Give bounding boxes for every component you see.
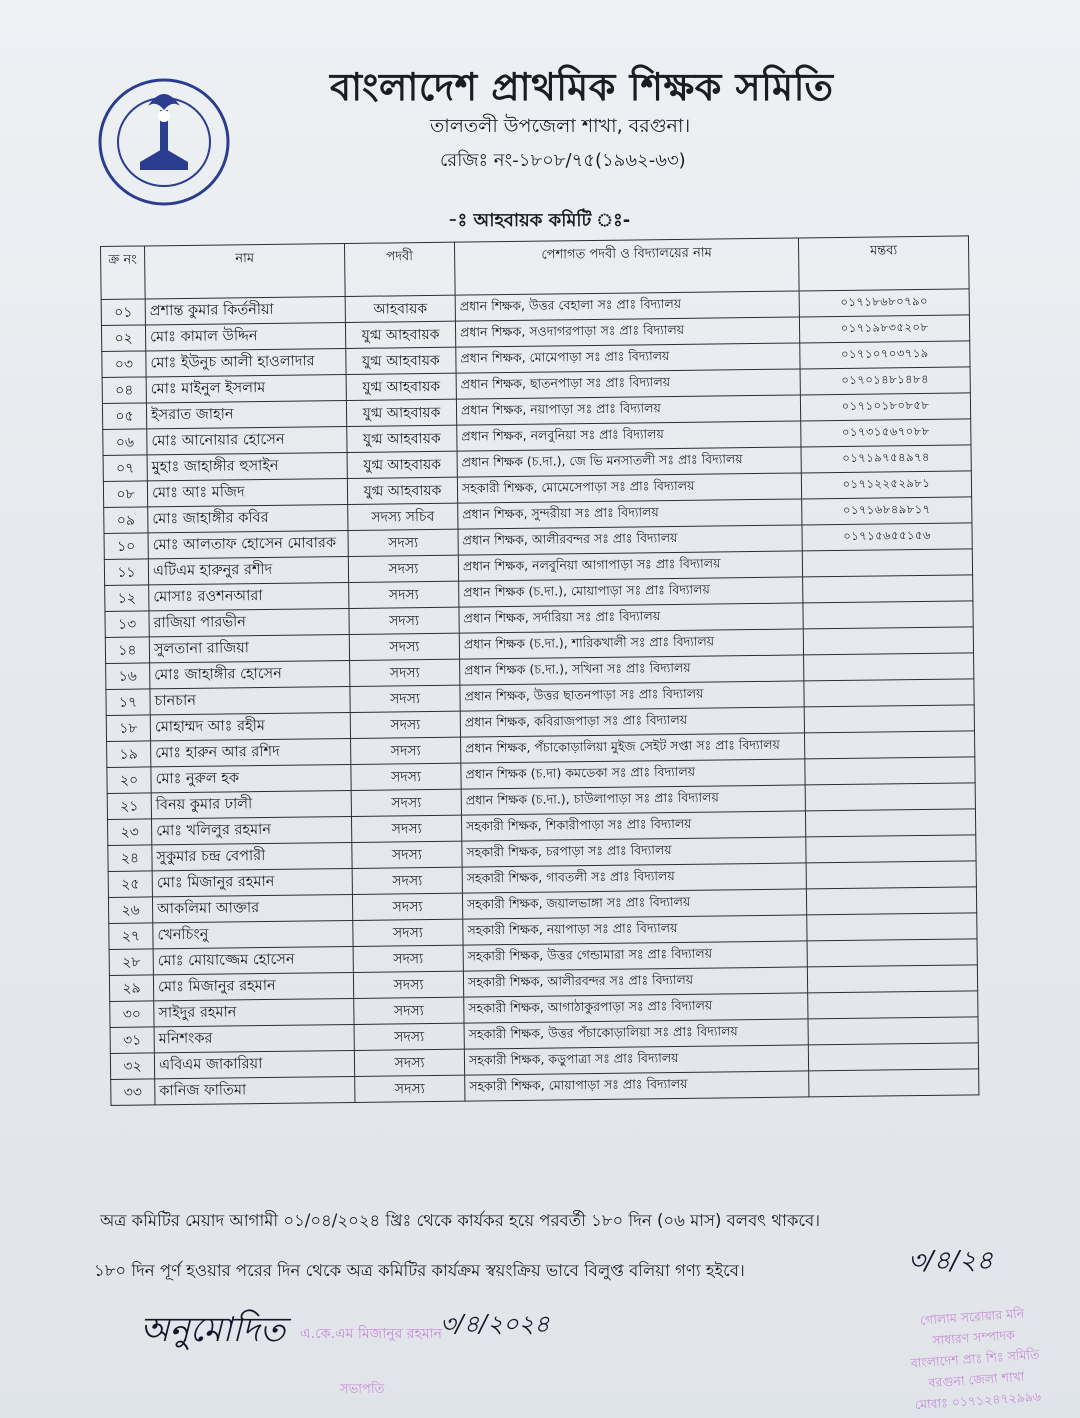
post-cell: সদস্য	[352, 841, 462, 868]
post-cell: সদস্য	[351, 789, 461, 816]
secretary-stamp	[877, 1300, 1074, 1418]
post-cell: সদস্য	[353, 945, 463, 972]
serial-cell: ২১	[107, 793, 151, 820]
header-post: পদবী	[344, 242, 455, 296]
post-cell: সদস্য	[355, 1075, 465, 1102]
serial-cell: ২৬	[108, 897, 152, 924]
post-cell: যুগ্ম আহবায়ক	[346, 347, 456, 374]
phone-cell: ০১৭০১৪৮১৪৮৪	[800, 367, 970, 395]
profession-cell: প্রধান শিক্ষক, কবিরাজপাড়া সঃ প্রাঃ বিদ্যালয়	[460, 707, 804, 737]
phone-cell	[802, 549, 972, 577]
profession-cell: প্রধান শিক্ষক (চ.দা.), মোয়াপাড়া সঃ প্রাঃ বিদ্যালয়	[459, 577, 803, 607]
profession-cell: সহকারী শিক্ষক, চরপাড়া সঃ প্রাঃ বিদ্যালয়	[462, 837, 806, 867]
serial-cell: ১৯	[107, 741, 151, 768]
phone-cell: ০১৭১০১৮০৮৫৮	[800, 393, 970, 421]
phone-cell	[804, 653, 974, 681]
post-cell: সদস্য	[348, 555, 458, 582]
association-seal-icon	[96, 76, 232, 208]
post-cell: যুগ্ম আহবায়ক	[347, 425, 457, 452]
header-profession: পেশাগত পদবী ও বিদ্যালয়ের নাম	[454, 238, 799, 295]
president-stamp-name: এ.কে.এম মিজানুর রহমান	[300, 1326, 443, 1342]
secretary-stamp-line: সাধারণ সম্পাদক	[931, 1327, 1016, 1348]
approved-handwriting: অনুমোদিত	[140, 1310, 286, 1350]
phone-cell	[805, 783, 975, 811]
profession-cell: প্রধান শিক্ষক (চ.দা.), শারিকখালী সঃ প্রাঃ বিদ্যালয়	[459, 629, 803, 659]
name-cell: মোঃ ইউনুচ আলী হাওলাদার	[146, 349, 346, 377]
name-cell: চানচান	[150, 686, 350, 714]
post-cell: সদস্য	[350, 659, 460, 686]
name-cell: মোঃ মোয়াজ্জেম হোসেন	[153, 946, 353, 974]
profession-cell: প্রধান শিক্ষক, আলীরবন্দর সঃ প্রাঃ বিদ্যালয়	[458, 525, 802, 555]
name-cell: মোঃ আনোয়ার হোসেন	[147, 426, 347, 454]
phone-cell	[807, 965, 977, 993]
header-note: মন্তব্য	[798, 236, 969, 291]
post-cell: সদস্য	[349, 633, 459, 660]
serial-cell: ০৬	[103, 429, 147, 456]
post-cell: সদস্য	[351, 737, 461, 764]
profession-cell: সহকারী শিক্ষক, মোয়াপাড়া সঃ প্রাঃ বিদ্যালয়	[465, 1071, 809, 1101]
phone-cell: ০১৭১৯৮৩৫২০৮	[799, 315, 969, 343]
profession-cell: সহকারী শিক্ষক, মোমেসেপাড়া সঃ প্রাঃ বিদ্যালয়	[457, 473, 801, 503]
serial-cell: ১৭	[106, 689, 150, 716]
profession-cell: সহকারী শিক্ষক, কড়ুপাত্রা সঃ প্রাঃ বিদ্যালয়	[464, 1045, 808, 1075]
phone-cell	[808, 1043, 978, 1071]
serial-cell: ৩২	[110, 1053, 154, 1080]
serial-cell: ১৬	[106, 663, 150, 690]
serial-cell: ২৯	[109, 975, 153, 1002]
profession-cell: প্রধান শিক্ষক (চ.দা) কমডেকা সঃ প্রাঃ বিদ্যালয়	[461, 759, 805, 789]
phone-cell	[809, 1069, 979, 1097]
phone-cell	[803, 601, 973, 629]
name-cell: ইসরাত জাহান	[146, 401, 346, 429]
table-body	[101, 289, 979, 1106]
name-cell: এবিএম জাকারিয়া	[154, 1050, 354, 1078]
post-cell: যুগ্ম আহবায়ক	[347, 477, 457, 504]
name-cell: মোঃ নুরুল হক	[151, 764, 351, 792]
profession-cell: প্রধান শিক্ষক, মোমেপাড়া সঃ প্রাঃ বিদ্যালয়	[456, 343, 800, 373]
name-cell: প্রশান্ত কুমার কির্তনীয়া	[145, 297, 345, 325]
serial-cell: ০৮	[103, 481, 147, 508]
serial-cell: ০৭	[103, 455, 147, 482]
post-cell: সদস্য	[349, 581, 459, 608]
name-cell: সুলতানা রাজিয়া	[149, 634, 349, 662]
profession-cell: সহকারী শিক্ষক, জয়ালভাঙ্গা সঃ প্রাঃ বিদ্যালয়	[462, 889, 806, 919]
serial-cell: ০৩	[102, 351, 146, 378]
name-cell: মোঃ আলতাফ হোসেন মোবারক	[148, 530, 348, 558]
serial-cell: ১৮	[106, 715, 150, 742]
post-cell: সদস্য	[353, 919, 463, 946]
serial-cell: ২০	[107, 767, 151, 794]
name-cell: মোঃ জাহাঙ্গীর হোসেন	[150, 660, 350, 688]
phone-cell: ০১৭১৯৭৫৪৯৭৪	[801, 445, 971, 473]
profession-cell: সহকারী শিক্ষক, গাবতলী সঃ প্রাঃ বিদ্যালয়	[462, 863, 806, 893]
name-cell: মোঃ মিজানুর রহমান	[153, 972, 353, 1000]
secretary-stamp-line: মোবাঃ ০১৭১২৪৭২৯৯৬	[914, 1388, 1042, 1413]
profession-cell: প্রধান শিক্ষক, নলবুনিয়া আগাপাড়া সঃ প্রাঃ বিদ্যালয়	[458, 551, 802, 581]
serial-cell: ০৪	[102, 377, 146, 404]
post-cell: সদস্য সচিব	[348, 503, 458, 530]
post-cell: সদস্য	[348, 529, 458, 556]
secretary-stamp-line: বাংলাদেশ প্রাঃ শিঃ সমিতি	[910, 1346, 1040, 1371]
secretary-signature: ৩/৪/২৪	[908, 1246, 994, 1276]
serial-cell: ০২	[101, 325, 145, 352]
phone-cell	[808, 991, 978, 1019]
footer-dissolution-text: ১৮০ দিন পূর্ণ হওয়ার পরের দিন থেকে অত্র কমিটির কার্যক্রম স্বয়ংক্রিয় ভাবে বিলুপ্ত বলিয়া গণ্য হইবে।	[94, 1261, 745, 1280]
phone-cell	[805, 809, 975, 837]
profession-cell: প্রধান শিক্ষক, পঁচাকোড়ালিয়া মুইজ সেইট সপ্তা সঃ প্রাঃ বিদ্যালয়	[461, 733, 805, 763]
serial-cell: ২৩	[108, 819, 152, 846]
serial-cell: ২৪	[108, 845, 152, 872]
post-cell: সদস্য	[354, 1023, 464, 1050]
phone-cell: ০১৭১৫৬৫৫১৫৬	[802, 523, 972, 551]
name-cell: মোঃ কামাল উদ্দিন	[145, 323, 345, 351]
name-cell: মোঃ আঃ মজিদ	[147, 478, 347, 506]
name-cell: বিনয় কুমার ঢালী	[151, 790, 351, 818]
profession-cell: প্রধান শিক্ষক (চ.দা.), জে ভি মনসাতলী সঃ প্রাঃ বিদ্যালয়	[457, 447, 801, 477]
approval-date-handwriting: ৩/৪/২০২৪	[440, 1310, 550, 1338]
approval-signature	[140, 1296, 550, 1396]
profession-cell: প্রধান শিক্ষক, ছাতনপাড়া সঃ প্রাঃ বিদ্যালয়	[456, 369, 800, 399]
name-cell: সুকুমার চন্দ্র বেপারী	[152, 842, 352, 870]
serial-cell: ২৭	[109, 923, 153, 950]
post-cell: সদস্য	[351, 815, 461, 842]
phone-cell	[804, 679, 974, 707]
serial-cell: ৩০	[110, 1001, 154, 1028]
phone-cell: ০১৭১৮৬৮০৭৯০	[799, 289, 969, 317]
phone-cell	[805, 731, 975, 759]
phone-cell: ০১৭১২২৫২৯৮১	[801, 471, 971, 499]
phone-cell: ০১৭১৬৮৪৯৮১৭	[802, 497, 972, 525]
serial-cell: ০১	[101, 299, 145, 326]
post-cell: সদস্য	[354, 997, 464, 1024]
name-cell: আকলিমা আক্তার	[152, 894, 352, 922]
profession-cell: সহকারী শিক্ষক, শিকারীপাড়া সঃ প্রাঃ বিদ্যালয়	[461, 811, 805, 841]
serial-cell: ২৮	[109, 949, 153, 976]
post-cell: সদস্য	[351, 763, 461, 790]
phone-cell	[807, 939, 977, 967]
name-cell: মোঃ মিজানুর রহমান	[152, 868, 352, 896]
post-cell: যুগ্ম আহবায়ক	[346, 373, 456, 400]
serial-cell: ১২	[105, 585, 149, 612]
post-cell: সদস্য	[350, 685, 460, 712]
serial-cell: ১১	[104, 559, 148, 586]
post-cell: যুগ্ম আহবায়ক	[347, 451, 457, 478]
profession-cell: প্রধান শিক্ষক (চ.দা.), সখিনা সঃ প্রাঃ বিদ্যালয়	[460, 655, 804, 685]
post-cell: যুগ্ম আহবায়ক	[345, 321, 455, 348]
profession-cell: প্রধান শিক্ষক (চ.দা.), চাউলাপাড়া সঃ প্রাঃ বিদ্যালয়	[461, 785, 805, 815]
phone-cell	[807, 913, 977, 941]
phone-cell	[808, 1017, 978, 1045]
serial-cell: ২৫	[108, 871, 152, 898]
serial-cell: ৩৩	[111, 1079, 155, 1106]
phone-cell	[806, 835, 976, 863]
name-cell: মুহাঃ জাহাঙ্গীর হুসাইন	[147, 452, 347, 480]
post-cell: সদস্য	[352, 893, 462, 920]
name-cell: মোঃ মাইনুল ইসলাম	[146, 375, 346, 403]
footer-term-text: অত্র কমিটির মেয়াদ আগামী ০১/০৪/২০২৪ খ্রিঃ থেকে কার্যকর হয়ে পরবর্তী ১৮০ দিন (০৬ মাস) বলবৎ থাকবে।	[100, 1211, 821, 1230]
serial-cell: ০৯	[104, 507, 148, 534]
profession-cell: সহকারী শিক্ষক, আলীরবন্দর সঃ প্রাঃ বিদ্যালয়	[463, 967, 807, 997]
profession-cell: প্রধান শিক্ষক, উত্তর ছাতনপাড়া সঃ প্রাঃ বিদ্যালয়	[460, 681, 804, 711]
name-cell: মনিশংকর	[154, 1024, 354, 1052]
header-serial: ক্র নং	[101, 246, 146, 300]
name-cell: মোঃ জাহাঙ্গীর কবির	[148, 504, 348, 532]
name-cell: মোহাম্মদ আঃ রহীম	[150, 712, 350, 740]
profession-cell: প্রধান শিক্ষক, সর্দারিয়া সঃ প্রাঃ বিদ্যালয়	[459, 603, 803, 633]
post-cell: সদস্য	[353, 971, 463, 998]
name-cell: মোঃ খলিলুর রহমান	[152, 816, 352, 844]
phone-cell	[806, 861, 976, 889]
post-cell: সদস্য	[350, 711, 460, 738]
name-cell: খেনচিংনু	[153, 920, 353, 948]
committee-table	[100, 235, 979, 1106]
secretary-stamp-line: বরগুনা জেলা শাখা	[928, 1368, 1025, 1391]
phone-cell	[805, 757, 975, 785]
phone-cell	[803, 627, 973, 655]
name-cell: কানিজ ফাতিমা	[155, 1076, 355, 1104]
name-cell: মোসাঃ রওশনআরা	[149, 582, 349, 610]
post-cell: যুগ্ম আহবায়ক	[346, 399, 456, 426]
profession-cell: সহকারী শিক্ষক, নয়াপাড়া সঃ প্রাঃ বিদ্যালয়	[463, 915, 807, 945]
post-cell: সদস্য	[352, 867, 462, 894]
name-cell: রাজিয়া পারভীন	[149, 608, 349, 636]
phone-cell: ০১৭১০৭০৩৭১৯	[800, 341, 970, 369]
phone-cell	[803, 575, 973, 603]
post-cell: সদস্য	[354, 1049, 464, 1076]
phone-cell	[806, 887, 976, 915]
profession-cell: প্রধান শিক্ষক, নলবুনিয়া সঃ প্রাঃ বিদ্যালয়	[457, 421, 801, 451]
name-cell: মোঃ হারুন আর রশিদ	[151, 738, 351, 766]
serial-cell: ১৪	[105, 637, 149, 664]
profession-cell: প্রধান শিক্ষক, নয়াপাড়া সঃ প্রাঃ বিদ্যালয়	[456, 395, 800, 425]
serial-cell: ০৫	[102, 403, 146, 430]
profession-cell: প্রধান শিক্ষক, উত্তর বেহালা সঃ প্রাঃ বিদ্যালয়	[455, 291, 799, 321]
serial-cell: ১০	[104, 533, 148, 560]
name-cell: সাইদুর রহমান	[154, 998, 354, 1026]
phone-cell	[804, 705, 974, 733]
committee-title: -ঃ আহবায়ক কমিটি ঃ-	[448, 210, 631, 231]
profession-cell: প্রধান শিক্ষক, সওদাগরপাড়া সঃ প্রাঃ বিদ্যালয়	[455, 317, 799, 347]
secretary-stamp-line: গোলাম সরোয়ার মনি	[919, 1305, 1025, 1328]
profession-cell: প্রধান শিক্ষক, সুন্দরীয়া সঃ প্রাঃ বিদ্যালয়	[458, 499, 802, 529]
phone-cell: ০১৭৩১৫৬৭০৮৮	[801, 419, 971, 447]
committee-table-wrapper	[100, 235, 978, 1106]
post-cell: সদস্য	[349, 607, 459, 634]
president-stamp-title: সভাপতি	[340, 1382, 385, 1397]
registration-number: রেজিঃ নং-১৮০৮/৭৫(১৯৬২-৬৩)	[440, 150, 686, 171]
document-title: বাংলাদেশ প্রাথমিক শিক্ষক সমিতি	[330, 65, 834, 109]
name-cell: এটিএম হারুনুর রশীদ	[148, 556, 348, 584]
profession-cell: সহকারী শিক্ষক, উত্তর গেন্ডামারা সঃ প্রাঃ বিদ্যালয়	[463, 941, 807, 971]
profession-cell: সহকারী শিক্ষক, আগাঠাকুরপাড়া সঃ প্রাঃ বিদ্যালয়	[464, 993, 808, 1023]
post-cell: আহবায়ক	[345, 295, 455, 322]
header-name: নাম	[145, 244, 346, 299]
serial-cell: ৩১	[110, 1027, 154, 1054]
serial-cell: ১৩	[105, 611, 149, 638]
branch-name: তালতলী উপজেলা শাখা, বরগুনা।	[430, 115, 691, 137]
profession-cell: সহকারী শিক্ষক, উত্তর পঁচাকোড়ালিয়া সঃ প্রাঃ বিদ্যালয়	[464, 1019, 808, 1049]
